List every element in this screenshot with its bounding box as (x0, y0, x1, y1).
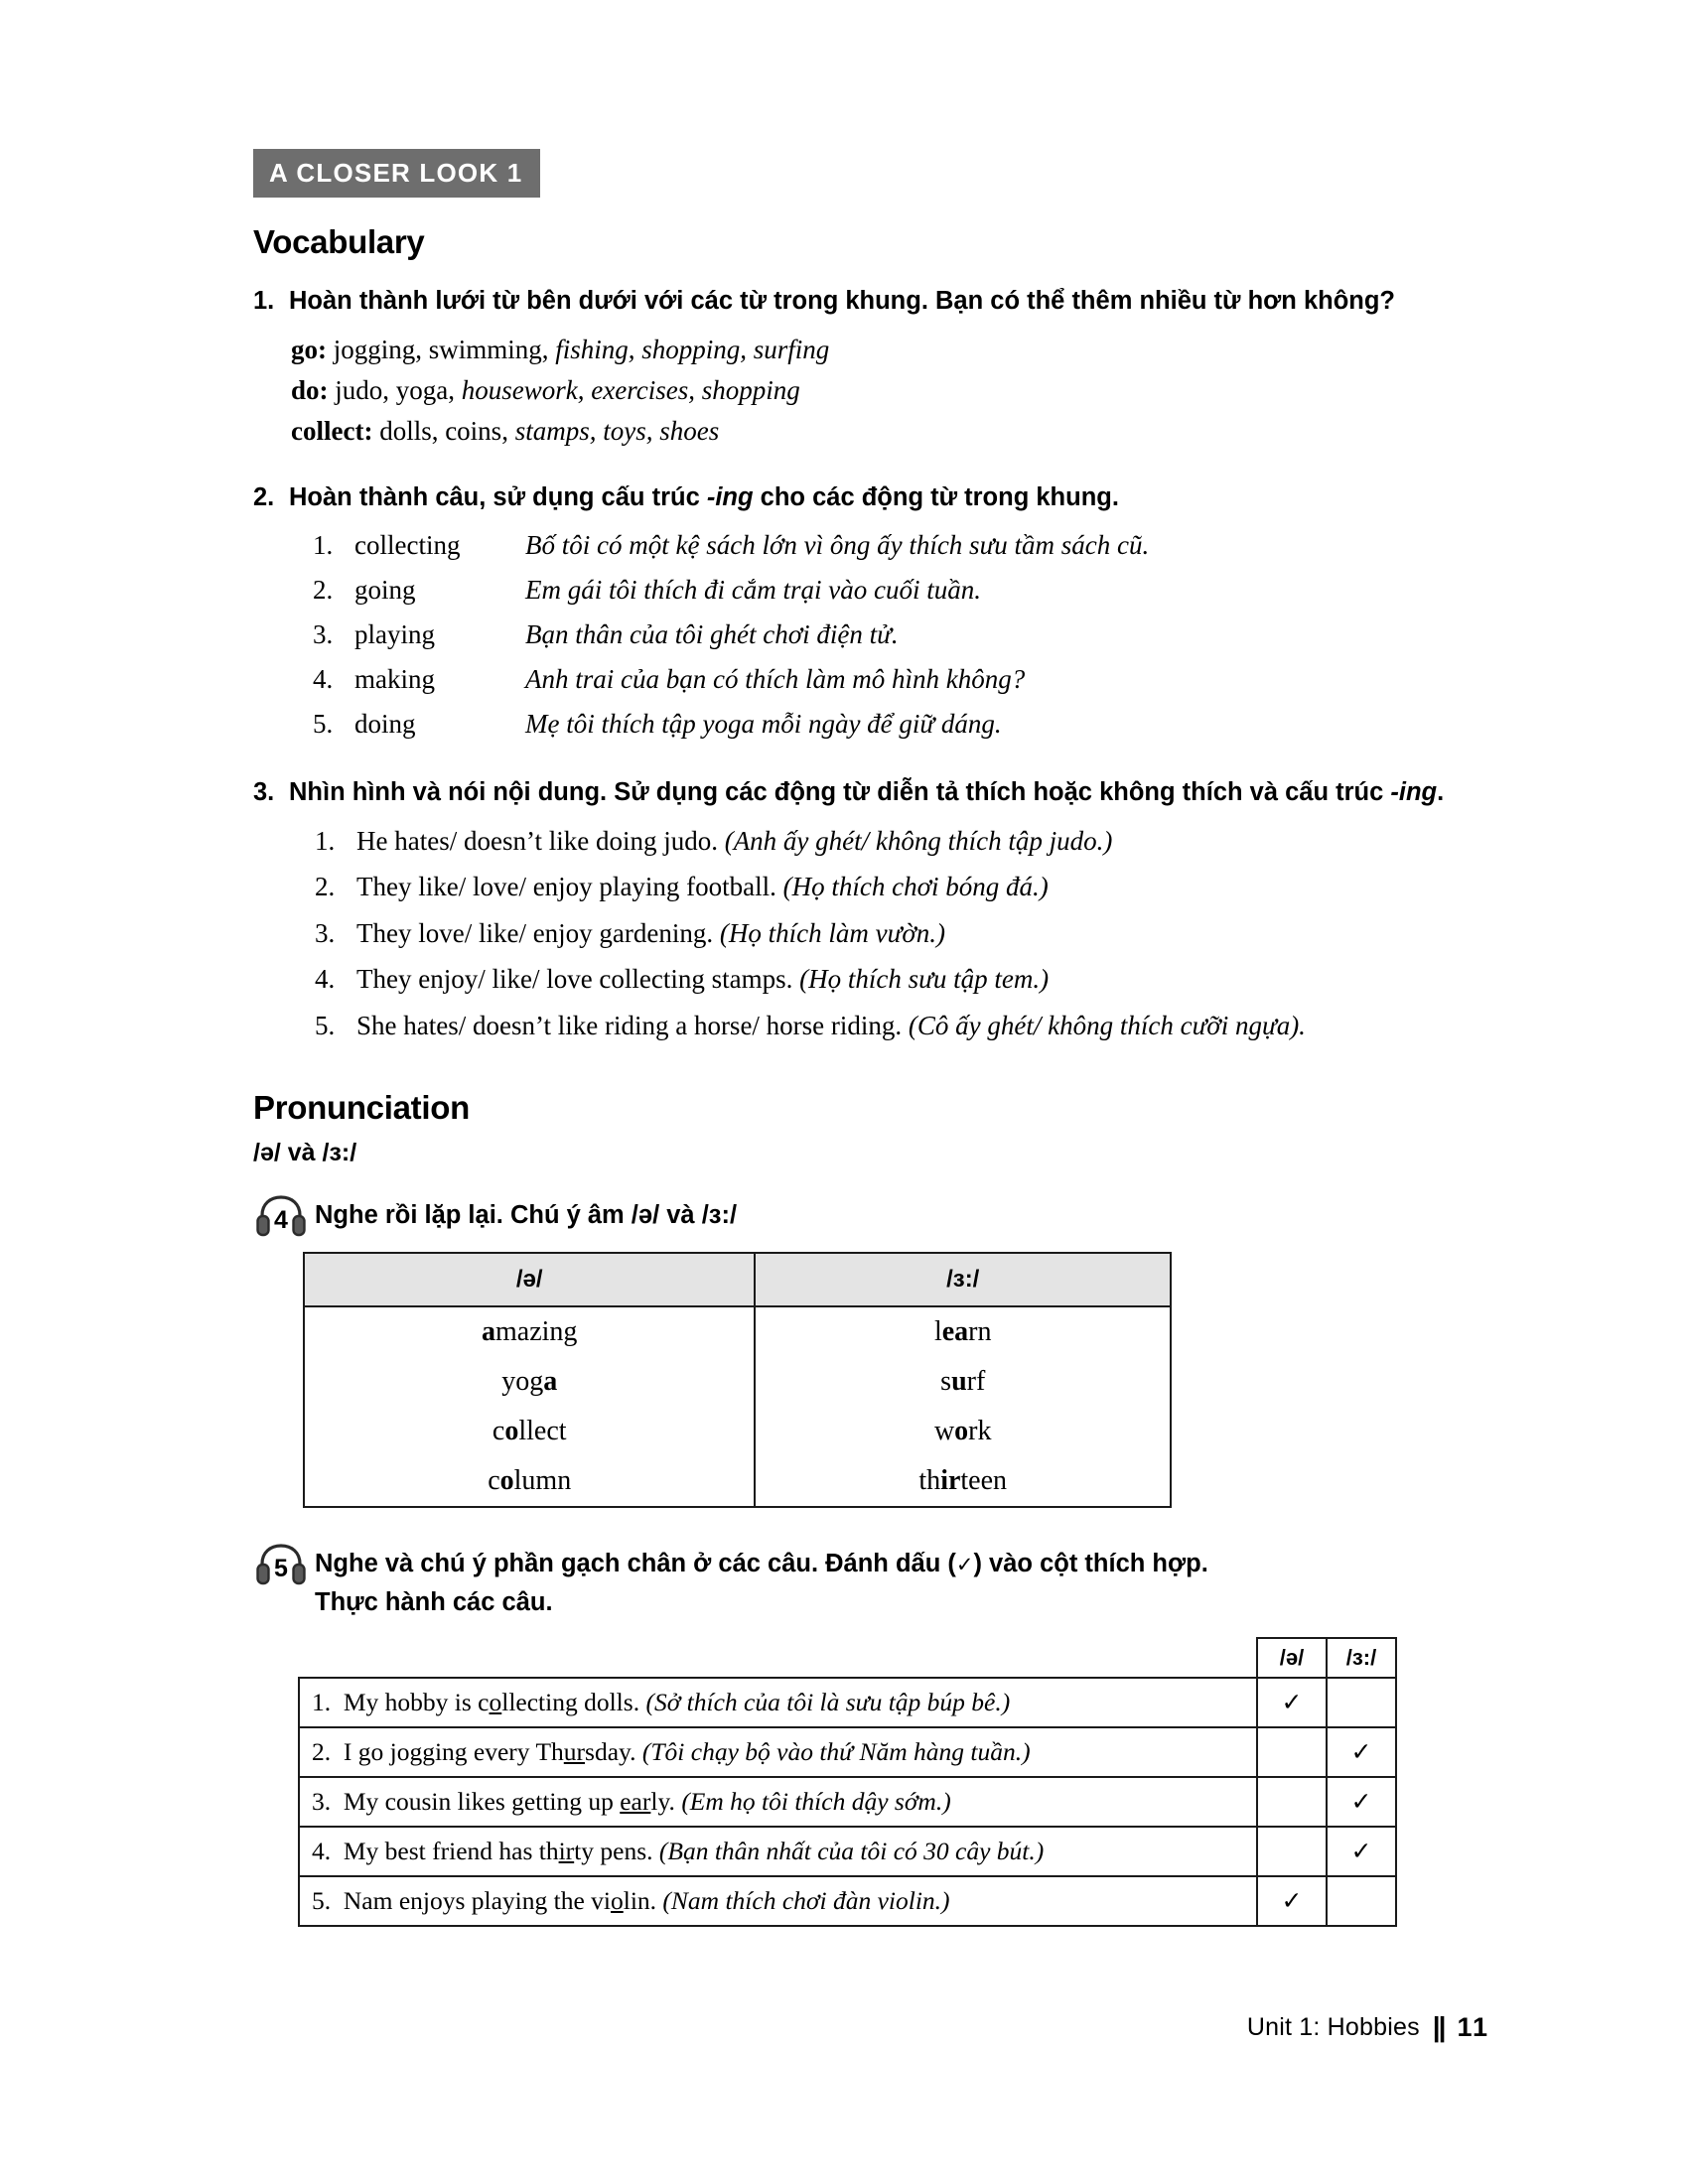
exercise-3-answers (315, 821, 1489, 1046)
sentence-translation: (Họ thích chơi bóng đá.) (782, 872, 1049, 902)
table-row (304, 1456, 1171, 1507)
sentence-underlined: ear (620, 1786, 651, 1816)
answer-number: 4. (313, 663, 334, 694)
check-cell-schwa[interactable] (1257, 1827, 1327, 1876)
sentence-number: 1. (315, 825, 336, 856)
column-header-er: /ɜ:/ (1327, 1638, 1396, 1678)
answer-row (313, 660, 1489, 700)
exercise-1-prompt (253, 283, 1489, 320)
answer-row (313, 526, 1489, 566)
word-group-go (291, 330, 1489, 370)
answer-translation: Em gái tôi thích đi cắm trại vào cuối tuần. (525, 574, 981, 605)
exercise-3-prompt-pre: Nhìn hình và nói nội dung. Sử dụng các động từ diễn tả thích hoặc không thích và cấu trúc (289, 777, 1391, 806)
row-number: 1. (312, 1687, 332, 1716)
exercise-2-prompt-post: cho các động từ trong khung. (753, 483, 1119, 512)
sentence-english: They love/ like/ enjoy gardening. (356, 917, 720, 948)
exercise-2-prompt (253, 479, 1489, 516)
table-row (299, 1876, 1396, 1926)
word-stressed: a (482, 1316, 496, 1348)
sentence-translation: (Bạn thân nhất của tôi có 30 cây bút.) (658, 1836, 1045, 1865)
check-cell-er[interactable]: ✓ (1327, 1827, 1396, 1876)
word-post: llect (518, 1416, 567, 1447)
word-group-go-italic: fishing, shopping, surfing (555, 334, 830, 364)
table-row (304, 1357, 1171, 1407)
exercise-2-prompt-pre: Hoàn thành câu, sử dụng cấu trúc (289, 483, 707, 512)
word-pre: yog (501, 1366, 544, 1398)
vocabulary-heading: Vocabulary (253, 223, 425, 260)
answer-number: 3. (313, 618, 334, 649)
exercise-3-prompt-post: . (1437, 777, 1445, 806)
word-group-do-italic: housework, exercises, shopping (461, 375, 800, 405)
sentence-post: llecting dolls. (501, 1687, 646, 1716)
word-group-do-plain: judo, yoga, (328, 375, 462, 405)
exercise-3-number: 3. (253, 777, 275, 806)
exercise-4-prompt-text: Nghe rồi lặp lại. Chú ý âm /ə/ và /ɜ:/ (315, 1201, 738, 1230)
word-post: rf (966, 1366, 986, 1398)
exercise-3-prompt-ing: -ing (1390, 777, 1438, 806)
word-group-do-label: do: (291, 375, 329, 405)
sentence-post: ty pens. (574, 1836, 659, 1865)
exercise-2-answers (313, 526, 1489, 745)
answer-translation: Anh trai của bạn có thích làm mô hình không? (525, 663, 1026, 694)
answer-number: 1. (313, 530, 334, 561)
word-cell-er (755, 1306, 1171, 1357)
sentence-cell (299, 1827, 1257, 1876)
word-stressed: o (499, 1465, 514, 1497)
word-cell-er (755, 1407, 1171, 1456)
sentence-number: 4. (315, 964, 336, 995)
sentence-cell (299, 1876, 1257, 1926)
table-row (299, 1678, 1396, 1727)
word-stressed: ir (940, 1465, 961, 1497)
check-cell-er[interactable]: ✓ (1327, 1727, 1396, 1777)
sentence-translation: (Họ thích sưu tập tem.) (799, 964, 1050, 995)
exercise-5-prompt (255, 1542, 1489, 1621)
exercise-5-prompt-text (315, 1542, 1489, 1621)
sentence-cell (299, 1678, 1257, 1727)
marking-table-header-row (299, 1638, 1396, 1678)
footer-separator-icon: || (1432, 2011, 1445, 2042)
word-cell-er (755, 1456, 1171, 1507)
pronunciation-heading: Pronunciation (253, 1089, 470, 1127)
column-header-schwa: /ə/ (304, 1253, 755, 1306)
exercise-4-number: 4 (274, 1206, 288, 1235)
word-cell-er (755, 1357, 1171, 1407)
exercise-1-number: 1. (253, 287, 275, 315)
answer-translation: Bố tôi có một kệ sách lớn vì ông ấy thích sưu tầm sách cũ. (525, 530, 1150, 561)
word-cell-schwa (304, 1456, 755, 1507)
word-pre: w (933, 1416, 955, 1447)
check-cell-schwa[interactable]: ✓ (1257, 1876, 1327, 1926)
answer-word: making (354, 663, 435, 694)
answer-word: collecting (354, 530, 461, 561)
table-row (299, 1727, 1396, 1777)
exercise-5-number: 5 (274, 1555, 288, 1583)
word-group-go-label: go: (291, 334, 327, 364)
row-number: 4. (312, 1836, 332, 1865)
word-stressed: ea (941, 1316, 969, 1348)
sentence-row (315, 959, 1489, 1000)
sentence-pre: My hobby is c (343, 1687, 490, 1716)
headphones-icon (255, 1194, 307, 1238)
word-group-collect-italic: stamps, toys, shoes (514, 416, 720, 447)
word-group-collect-plain: dolls, coins, (372, 416, 515, 447)
answer-row (313, 571, 1489, 611)
word-pre: l (933, 1316, 942, 1348)
sentence-text (356, 821, 1489, 862)
sentence-english: They like/ love/ enjoy playing football. (356, 872, 783, 902)
sentence-pre: My best friend has th (343, 1836, 559, 1865)
word-group-collect (291, 411, 1489, 452)
word-stressed: u (951, 1366, 967, 1398)
sentence-translation: (Sở thích của tôi là sưu tập búp bê.) (645, 1687, 1011, 1716)
sentence-pre: My cousin likes getting up (343, 1786, 621, 1816)
headphones-icon (255, 1543, 307, 1586)
sentence-text (356, 913, 1489, 954)
column-header-schwa: /ə/ (1257, 1638, 1327, 1678)
row-number: 2. (312, 1736, 332, 1766)
sentence-number: 5. (315, 1010, 336, 1040)
exercise-2-number: 2. (253, 483, 275, 512)
sentence-text (356, 867, 1489, 907)
sentence-translation: (Cô ấy ghét/ không thích cưỡi ngựa). (908, 1010, 1306, 1040)
sentence-underlined: o (489, 1687, 502, 1716)
word-post: teen (960, 1465, 1008, 1497)
sentence-underlined: ur (563, 1736, 586, 1766)
table-row (304, 1407, 1171, 1456)
check-cell-er[interactable]: ✓ (1327, 1777, 1396, 1827)
check-cell-schwa[interactable] (1257, 1777, 1327, 1827)
header-spacer (299, 1638, 1257, 1678)
word-cell-schwa (304, 1357, 755, 1407)
answer-translation: Mẹ tôi thích tập yoga mỗi ngày để giữ dáng. (525, 708, 1002, 739)
sentence-translation: (Anh ấy ghét/ không thích tập judo.) (724, 825, 1113, 856)
exercise-5-prompt-a: Nghe và chú ý phần gạch chân ở các câu. Đánh dấu ( (315, 1550, 956, 1578)
exercise-3-prompt-text (289, 774, 1489, 811)
section-banner: A CLOSER LOOK 1 (253, 149, 540, 198)
word-group-do (291, 370, 1489, 411)
word-stressed: o (504, 1416, 519, 1447)
exercise-2 (253, 479, 1489, 745)
check-cell-schwa[interactable]: ✓ (1257, 1678, 1327, 1727)
word-group-go-plain: jogging, swimming, (327, 334, 556, 364)
row-number: 5. (312, 1885, 332, 1915)
answer-translation: Bạn thân của tôi ghét chơi điện tử. (525, 618, 899, 649)
sentence-post: lin. (623, 1885, 663, 1915)
exercise-3-prompt (253, 774, 1489, 811)
sentence-post: ly. (650, 1786, 682, 1816)
footer-unit-label: Unit 1: Hobbies (1246, 2012, 1420, 2041)
answer-number: 5. (313, 708, 334, 739)
answer-row (313, 705, 1489, 745)
checkmark-glyph: ✓ (955, 1553, 974, 1577)
word-stressed: o (954, 1416, 969, 1447)
exercise-2-prompt-text (289, 479, 1489, 516)
column-header-er: /ɜ:/ (755, 1253, 1171, 1306)
row-number: 3. (312, 1786, 332, 1816)
word-pre: th (918, 1465, 941, 1497)
phoneme-pair-label: /ə/ và /ɜ:/ (253, 1139, 357, 1167)
answer-word: doing (354, 708, 416, 739)
sentence-translation: (Họ thích làm vườn.) (719, 917, 945, 948)
word-post: rk (968, 1416, 992, 1447)
sentence-english: He hates/ doesn’t like doing judo. (356, 825, 725, 856)
sentence-underlined: o (611, 1885, 624, 1915)
exercise-3 (253, 774, 1489, 1045)
word-stressed: a (543, 1366, 558, 1398)
word-group-collect-label: collect: (291, 416, 373, 447)
sentence-row (315, 821, 1489, 862)
sentence-cell (299, 1727, 1257, 1777)
answer-word: going (354, 574, 416, 605)
sentence-row (315, 913, 1489, 954)
sentence-translation: (Em họ tôi thích dậy sớm.) (681, 1786, 951, 1816)
sentence-pre: I go jogging every Th (343, 1736, 564, 1766)
check-cell-er[interactable] (1327, 1678, 1396, 1727)
table-row (304, 1306, 1171, 1357)
exercise-1-prompt-text: Hoàn thành lưới từ bên dưới với các từ trong khung. Bạn có thể thêm nhiều từ hơn không? (289, 287, 1396, 315)
marking-table (298, 1637, 1397, 1927)
sentence-underlined: ir (558, 1836, 575, 1865)
answer-word: playing (354, 618, 435, 649)
sentence-row (315, 1006, 1489, 1046)
word-post: rn (968, 1316, 992, 1348)
word-groups (291, 330, 1489, 452)
word-pre: c (492, 1416, 505, 1447)
sentence-number: 3. (315, 917, 336, 948)
exercise-2-prompt-ing: -ing (706, 483, 754, 512)
footer-page-number: 11 (1457, 2011, 1489, 2042)
pronunciation-table (303, 1252, 1172, 1508)
word-post: lumn (513, 1465, 572, 1497)
exercise-5-prompt-c: Thực hành các câu. (315, 1587, 553, 1616)
check-cell-schwa[interactable] (1257, 1727, 1327, 1777)
sentence-translation: (Nam thích chơi đàn violin.) (662, 1885, 950, 1915)
word-cell-schwa (304, 1306, 755, 1357)
sentence-text (356, 959, 1489, 1000)
word-post: mazing (495, 1316, 578, 1348)
answer-number: 2. (313, 574, 334, 605)
exercise-1 (253, 283, 1489, 452)
table-row (299, 1827, 1396, 1876)
word-pre: c (488, 1465, 500, 1497)
sentence-pre: Nam enjoys playing the vi (343, 1885, 611, 1915)
sentence-number: 2. (315, 872, 336, 902)
word-pre: s (940, 1366, 952, 1398)
page-footer (1247, 2011, 1489, 2043)
sentence-post: sday. (585, 1736, 642, 1766)
exercise-5-prompt-b: ) vào cột thích hợp. (973, 1550, 1208, 1578)
sentence-row (315, 867, 1489, 907)
sentence-english: They enjoy/ like/ love collecting stamps. (356, 964, 800, 995)
sentence-text (356, 1006, 1489, 1046)
word-cell-schwa (304, 1407, 755, 1456)
table-header-row (304, 1253, 1171, 1306)
exercise-4-prompt (255, 1193, 1489, 1238)
sentence-translation: (Tôi chạy bộ vào thứ Năm hàng tuần.) (641, 1736, 1031, 1766)
check-cell-er[interactable] (1327, 1876, 1396, 1926)
sentence-cell (299, 1777, 1257, 1827)
table-row (299, 1777, 1396, 1827)
sentence-english: She hates/ doesn’t like riding a horse/ horse riding. (356, 1010, 909, 1040)
answer-row (313, 615, 1489, 655)
